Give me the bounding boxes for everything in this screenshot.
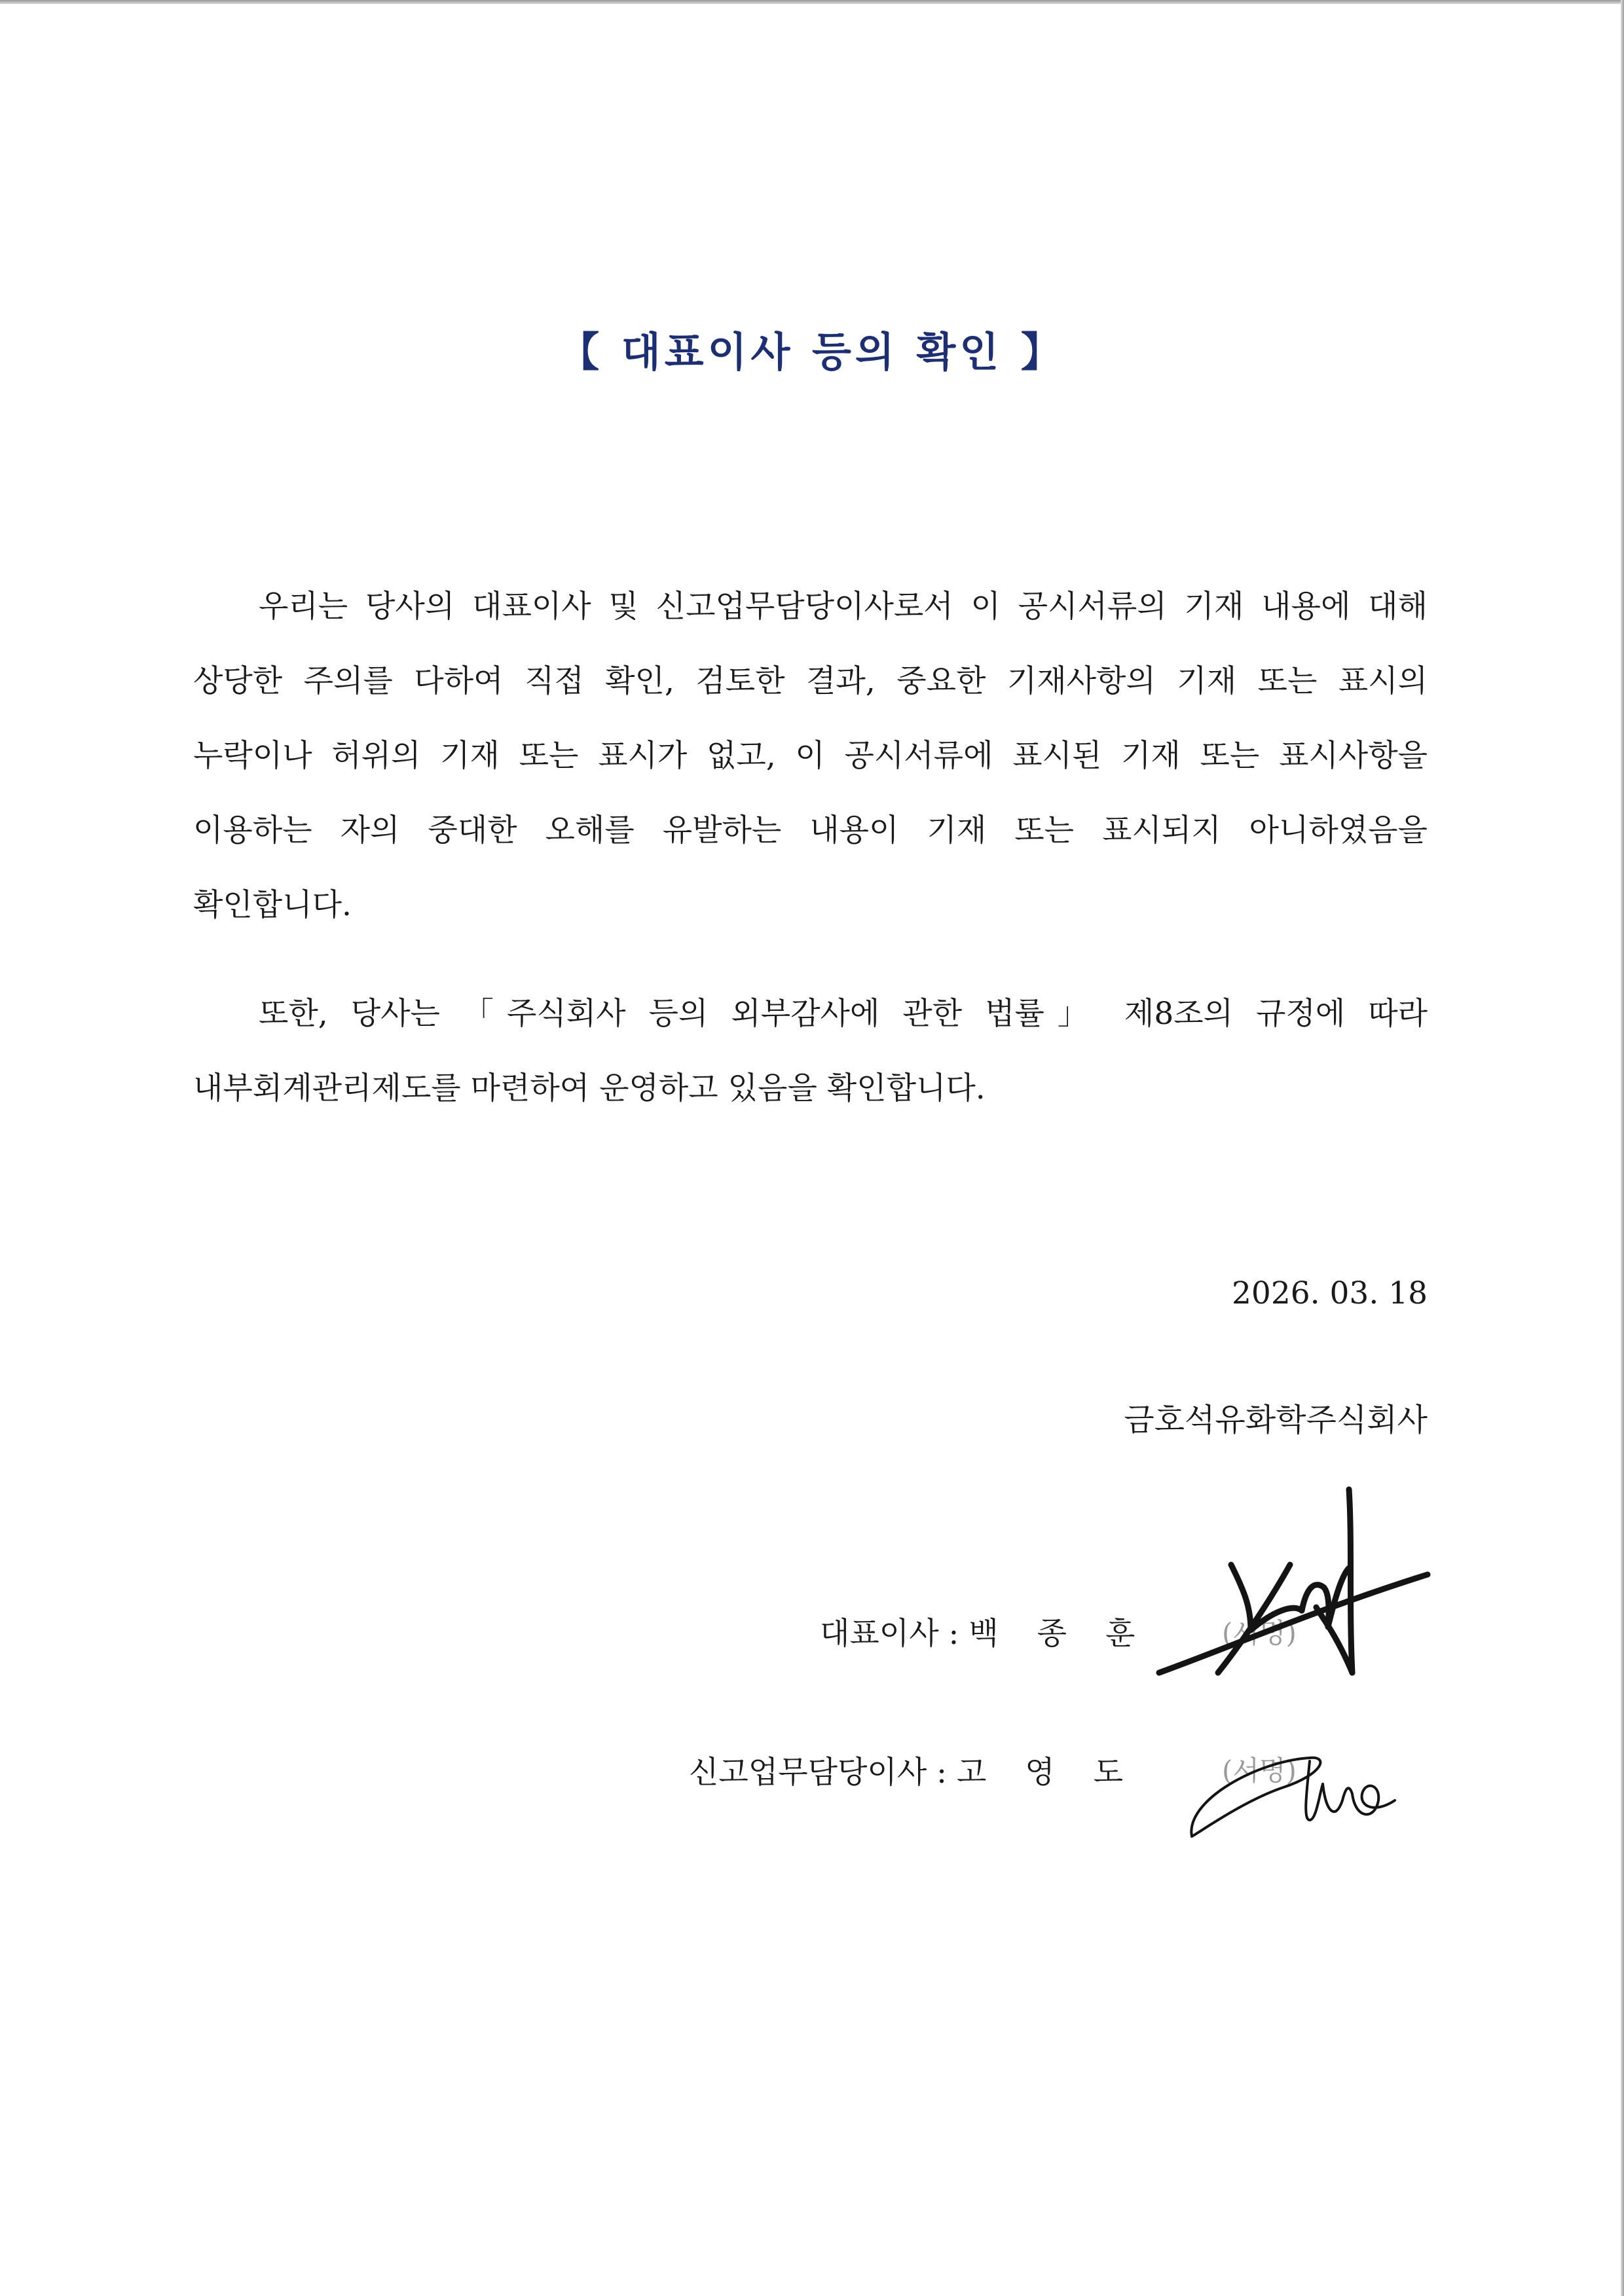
company-name: 금호석유화학주식회사 [1124,1402,1428,1438]
cfo-seal-label: (서명) [1222,1755,1297,1787]
ceo-role-label: 대표이사 : [820,1616,969,1652]
ceo-signature-line [820,1609,1149,1653]
ceo-name: 백 종 훈 [969,1616,1150,1652]
document-date: 2026. 03. 18 [1232,1275,1428,1311]
internal-control-paragraph: 또한, 당사는 「주식회사 등의 외부감사에 관한 법률」 제8조의 규정에 따라 내부회계관리제도를 마련하여 운영하고 있음을 확인합니다. [193,996,1428,1106]
confirmation-paragraph: 우리는 당사의 대표이사 및 신고업무담당이사로서 이 공시서류의 기재 내용에 대해 상당한 주의를 다하여 직접 확인, 검토한 결과, 중요한 기재사항의 기재 또는 표시의 누락이나 허위의 기재 또는 표시가 없고, 이 공시서류에 표시된 기재 또는 표시사항을 이용하는 자의 중대한 오해를 유발하는 내용이 기재 또는 표시되지 아니하였음을 확인합니다. [193,589,1428,923]
cfo-name: 고 영 도 [956,1755,1138,1791]
scan-edge-top [0,0,1624,4]
ceo-seal-label: (서명) [1222,1617,1297,1649]
cfo-role-label: 신고업무담당이사 : [689,1755,957,1791]
cfo-signature-line [689,1748,1137,1792]
cfo-handwritten-signature [1179,1722,1414,1846]
document-title: 【 대표이사 등의 확인 】 [559,328,1065,376]
ceo-handwritten-signature [1153,1476,1441,1686]
